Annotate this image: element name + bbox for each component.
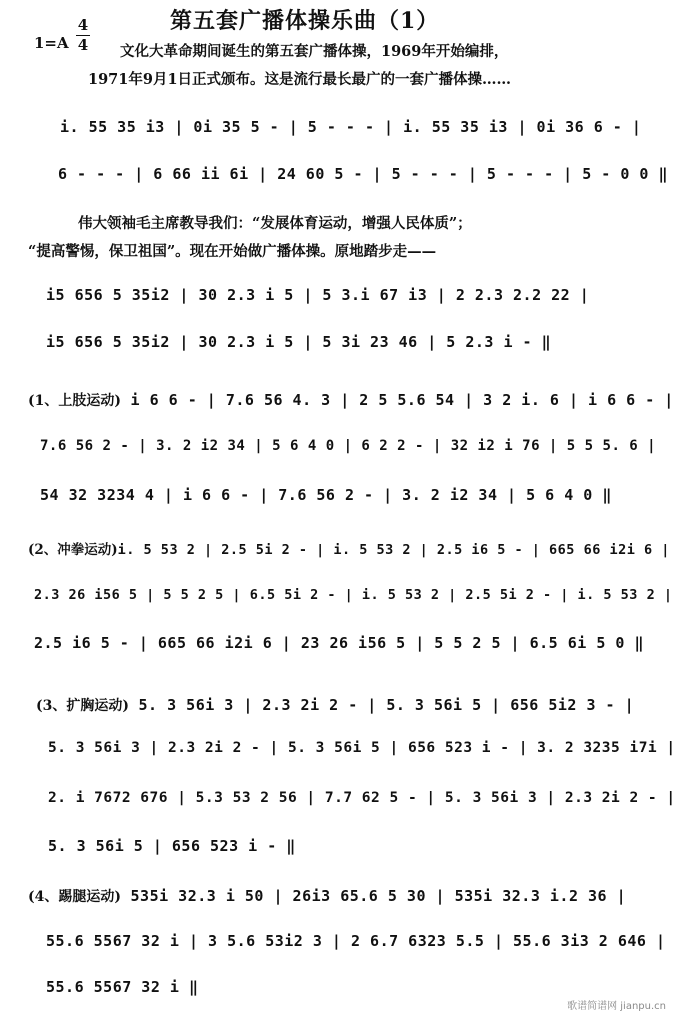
section-1-label: (1、上肢运动) bbox=[28, 393, 121, 409]
section-2-label: (2、冲拳运动) bbox=[28, 542, 118, 558]
section-1-line-3: 54 32 3234 4 | i 6 6 - | 7.6 56 2 - | 3. 2 i2 34 | 5 6 4 0 ‖ bbox=[40, 486, 612, 504]
intro-line-2: 1971年9月1日正式颁布。这是流行最长最广的一套广播体操…… bbox=[88, 71, 512, 88]
key-signature: 1=A bbox=[34, 34, 69, 52]
section-4-line-2: 55.6 5567 32 i | 3 5.6 53i2 3 | 2 6.7 6323 5.5 | 55.6 3i3 2 646 | bbox=[46, 932, 666, 950]
section-1-line-1 bbox=[28, 390, 674, 410]
section-4-line-3: 55.6 5567 32 i ‖ bbox=[46, 978, 199, 996]
time-signature-top: 4 bbox=[77, 16, 89, 34]
section-1-notes-1: i 6 6 - | 7.6 56 4. 3 | 2 5 5.6 54 | 3 2 i. 6 | i 6 6 - | bbox=[130, 391, 674, 409]
section-3-line-1 bbox=[36, 695, 634, 715]
section-2-notes-1: i. 5 53 2 | 2.5 5i 2 - | i. 5 53 2 | 2.5 i6 5 - | 665 66 i2i 6 | bbox=[117, 542, 670, 558]
quote-line-1: 伟大领袖毛主席教导我们：“发展体育运动，增强人民体质”； bbox=[78, 215, 472, 232]
section-3-label: (3、扩胸运动) bbox=[36, 698, 129, 714]
prelude-line-1: i. 55 35 i3 | 0i 35 5 - | 5 - - - | i. 55 35 i3 | 0i 36 6 - | bbox=[60, 118, 642, 136]
section-3-line-3: 2. i 7672 676 | 5.3 53 2 56 | 7.7 62 5 - | 5. 3 56i 3 | 2.3 2i 2 - | bbox=[48, 790, 676, 806]
march-line-1: i5 656 5 35i2 | 30 2.3 i 5 | 5 3.i 67 i3 | 2 2.3 2.2 22 | bbox=[46, 286, 590, 304]
section-3-notes-1: 5. 3 56i 3 | 2.3 2i 2 - | 5. 3 56i 5 | 656 5i2 3 - | bbox=[138, 696, 635, 714]
site-watermark: 歌谱简谱网 jianpu.cn bbox=[567, 1001, 666, 1012]
section-1-line-2: 7.6 56 2 - | 3. 2 i2 34 | 5 6 4 0 | 6 2 2 - | 32 i2 i 76 | 5 5 5. 6 | bbox=[40, 438, 657, 454]
section-3-line-2: 5. 3 56i 3 | 2.3 2i 2 - | 5. 3 56i 5 | 656 523 i - | 3. 2 3235 i7i | bbox=[48, 740, 676, 756]
prelude-line-2: 6 - - - | 6 66 ii 6i | 24 60 5 - | 5 - - - | 5 - - - | 5 - 0 0 ‖ bbox=[58, 165, 668, 183]
time-signature-bottom: 4 bbox=[77, 36, 89, 54]
quote-line-2: “提高警惕，保卫祖国”。现在开始做广播体操。原地踏步走—— bbox=[28, 243, 437, 260]
section-4-notes-1: 535i 32.3 i 50 | 26i3 65.6 5 30 | 535i 32.3 i.2 36 | bbox=[130, 887, 627, 905]
time-signature bbox=[76, 17, 90, 54]
section-2-line-1 bbox=[28, 538, 670, 558]
section-4-label: (4、踢腿运动) bbox=[28, 889, 121, 905]
section-2-line-2: 2.3 26 i56 5 | 5 5 2 5 | 6.5 5i 2 - | i. 5 53 2 | 2.5 5i 2 - | i. 5 53 2 | bbox=[34, 587, 673, 603]
page-title: 第五套广播体操乐曲（1） bbox=[170, 8, 440, 34]
section-3-line-4: 5. 3 56i 5 | 656 523 i - ‖ bbox=[48, 837, 296, 855]
section-2-line-3: 2.5 i6 5 - | 665 66 i2i 6 | 23 26 i56 5 | 5 5 2 5 | 6.5 6i 5 0 ‖ bbox=[34, 634, 644, 652]
section-4-line-1 bbox=[28, 886, 626, 906]
march-line-2: i5 656 5 35i2 | 30 2.3 i 5 | 5 3i 23 46 | 5 2.3 i - ‖ bbox=[46, 333, 552, 351]
intro-line-1: 文化大革命期间诞生的第五套广播体操，1969年开始编排， bbox=[120, 43, 509, 60]
